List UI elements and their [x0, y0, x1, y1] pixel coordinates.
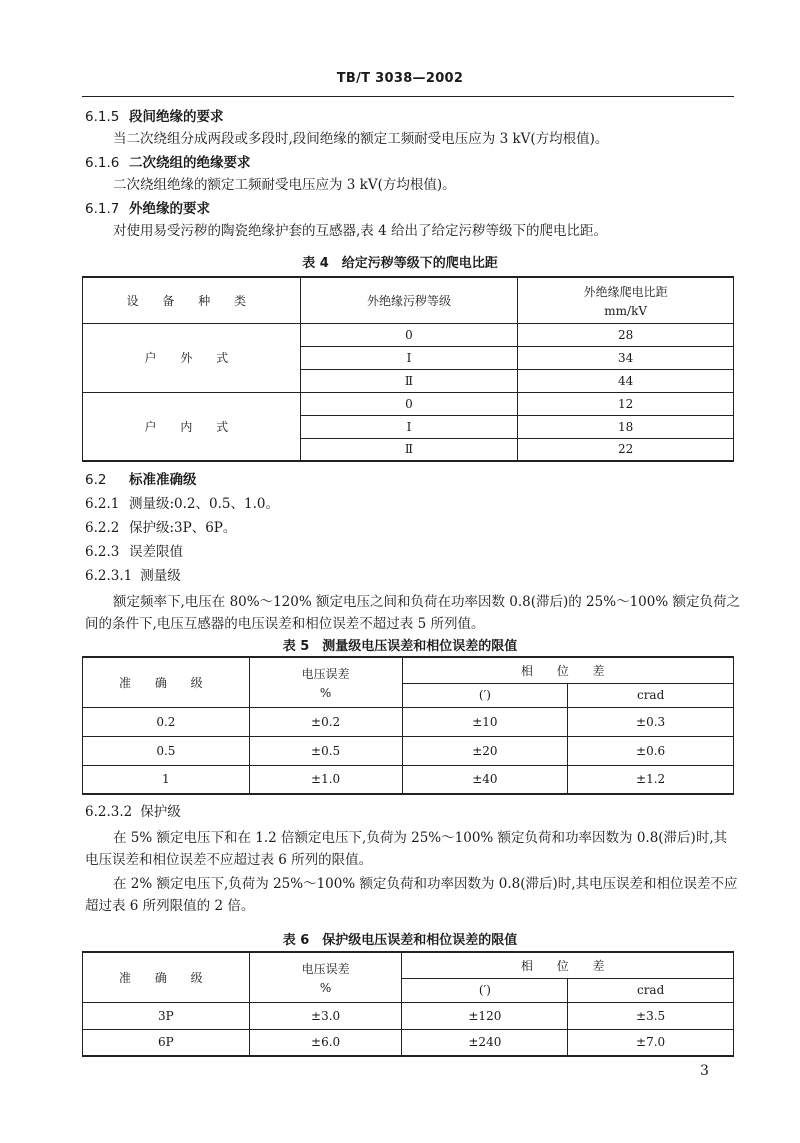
table-cell: ±1.0 [249, 765, 402, 794]
section-heading [85, 106, 740, 128]
section-heading [85, 152, 740, 174]
table-cell: 0 [300, 323, 518, 346]
table-4-caption: 表 4 给定污秽等级下的爬电比距 [302, 256, 498, 271]
header-phase-displacement: 相 位 差 [402, 952, 734, 978]
section-heading [85, 198, 740, 220]
section-title: 外绝缘的要求 [129, 201, 210, 217]
page-number: 3 [700, 1063, 709, 1079]
paragraph: 测量级:0.2、0.5、1.0。 [129, 496, 279, 512]
section-6-1-5 [85, 106, 740, 150]
table-cell: ±1.2 [568, 765, 734, 794]
table-cell: ±6.0 [249, 1029, 402, 1056]
table-cell: ±40 [402, 765, 568, 794]
table-cell: Ⅰ [300, 415, 518, 438]
table-cell: ±3.0 [249, 1002, 402, 1029]
table-cell: Ⅰ [300, 346, 518, 369]
section-6-2-3-2 [85, 801, 740, 917]
paragraph: 二次绕组绝缘的额定工频耐受电压应为 3 kV(方均根值)。 [113, 177, 456, 193]
table-4 [82, 276, 734, 462]
table-cell: 28 [518, 323, 734, 346]
section-heading [85, 469, 740, 491]
header-minutes: (′) [402, 978, 568, 1002]
paragraph: 对使用易受污秽的陶瓷绝缘护套的互感器,表 4 给出了给定污秽等级下的爬电比距。 [113, 223, 607, 239]
section-title: 保护级 [140, 804, 181, 820]
section-number: 6.2.1 [85, 496, 120, 512]
paragraph: 在 2% 额定电压下,负荷为 25%～100% 额定负荷和功率因数为 0.8(滞后)时,其电压误差和相位误差不应超过表 6 所列限值的 2 倍。 [85, 876, 738, 914]
section-6-2-3-1 [85, 565, 740, 587]
paragraph: 保护级:3P、6P。 [129, 520, 237, 536]
table-cell: 34 [518, 346, 734, 369]
table-cell: 6P [83, 1029, 250, 1056]
section-number: 6.1.6 [85, 155, 120, 171]
header-ratio-error: 电压误差 % [249, 952, 402, 1002]
section-6-1-7 [85, 198, 740, 242]
section-6-2 [85, 469, 740, 635]
table-cell: 44 [518, 369, 734, 392]
table-cell: 0 [300, 392, 518, 415]
section-number: 6.2.2 [85, 520, 120, 536]
table-cell: ±10 [402, 707, 568, 736]
table-cell: 12 [518, 392, 734, 415]
paragraph: 当二次绕组分成两段或多段时,段间绝缘的额定工频耐受电压应为 3 kV(方均根值)。 [113, 131, 609, 147]
table-cell: Ⅱ [300, 438, 518, 461]
table-6-caption: 表 6 保护级电压误差和相位误差的限值 [282, 933, 518, 948]
header-device-type: 设 备 种 类 [83, 277, 301, 323]
table-cell: 1 [83, 765, 250, 794]
table-cell: ±20 [402, 736, 568, 765]
group-indoor: 户 内 式 [83, 392, 301, 461]
section-title: 段间绝缘的要求 [129, 109, 224, 125]
header-crad: crad [568, 978, 734, 1002]
table-6 [82, 951, 734, 1057]
header-crad: crad [568, 683, 734, 707]
section-6-2-3 [85, 541, 740, 563]
section-6-2-1 [85, 493, 740, 515]
table-cell: 3P [83, 1002, 250, 1029]
section-number: 6.2.3 [85, 544, 120, 560]
table-cell: ±3.5 [568, 1002, 734, 1029]
table-cell: 0.5 [83, 736, 250, 765]
section-number: 6.2 [85, 472, 107, 488]
table-cell: 0.2 [83, 707, 250, 736]
table-cell: 18 [518, 415, 734, 438]
paragraph: 误差限值 [129, 544, 183, 560]
table-cell: Ⅱ [300, 369, 518, 392]
table-cell: ±0.3 [568, 707, 734, 736]
header-accuracy-class: 准 确 级 [83, 657, 250, 707]
table-5-caption: 表 5 测量级电压误差和相位误差的限值 [282, 639, 518, 654]
group-outdoor: 户 外 式 [83, 323, 301, 392]
table-cell: ±120 [402, 1002, 568, 1029]
section-number: 6.2.3.1 [85, 568, 133, 584]
table-cell: ±0.5 [249, 736, 402, 765]
standard-number-header: TB/T 3038—2002 [336, 71, 464, 86]
paragraph: 在 5% 额定电压下和在 1.2 倍额定电压下,负荷为 25%～100% 额定负荷和功率因数为 0.8(滞后)时,其电压误差和相位误差不应超过表 6 所列的限值。 [85, 830, 728, 868]
header-pollution-level: 外绝缘污秽等级 [300, 277, 518, 323]
section-6-1-6 [85, 152, 740, 196]
header-ratio-error: 电压误差 % [249, 657, 402, 707]
section-title: 标准准确级 [129, 472, 197, 488]
table-cell: ±7.0 [568, 1029, 734, 1056]
table-cell: ±0.2 [249, 707, 402, 736]
section-number: 6.1.7 [85, 201, 120, 217]
section-6-2-2 [85, 517, 740, 539]
table-5 [82, 656, 734, 795]
section-number: 6.1.5 [85, 109, 120, 125]
header-minutes: (′) [402, 683, 568, 707]
section-heading [85, 801, 740, 823]
table-cell: ±0.6 [568, 736, 734, 765]
paragraph: 额定频率下,电压在 80%～120% 额定电压之间和负荷在功率因数 0.8(滞后)的 25%～100% 额定负荷之间的条件下,电压互感器的电压误差和相位误差不超过表 5 所列值。 [85, 594, 740, 632]
header-accuracy-class: 准 确 级 [83, 952, 250, 1002]
header-creepage-distance: 外绝缘爬电比距 mm/kV [518, 277, 734, 323]
header-phase-displacement: 相 位 差 [402, 657, 734, 683]
section-title: 二次绕组的绝缘要求 [129, 155, 251, 171]
header-rule [82, 96, 734, 97]
section-number: 6.2.3.2 [85, 804, 133, 820]
paragraph: 测量级 [140, 568, 181, 584]
table-cell: 22 [518, 438, 734, 461]
table-cell: ±240 [402, 1029, 568, 1056]
